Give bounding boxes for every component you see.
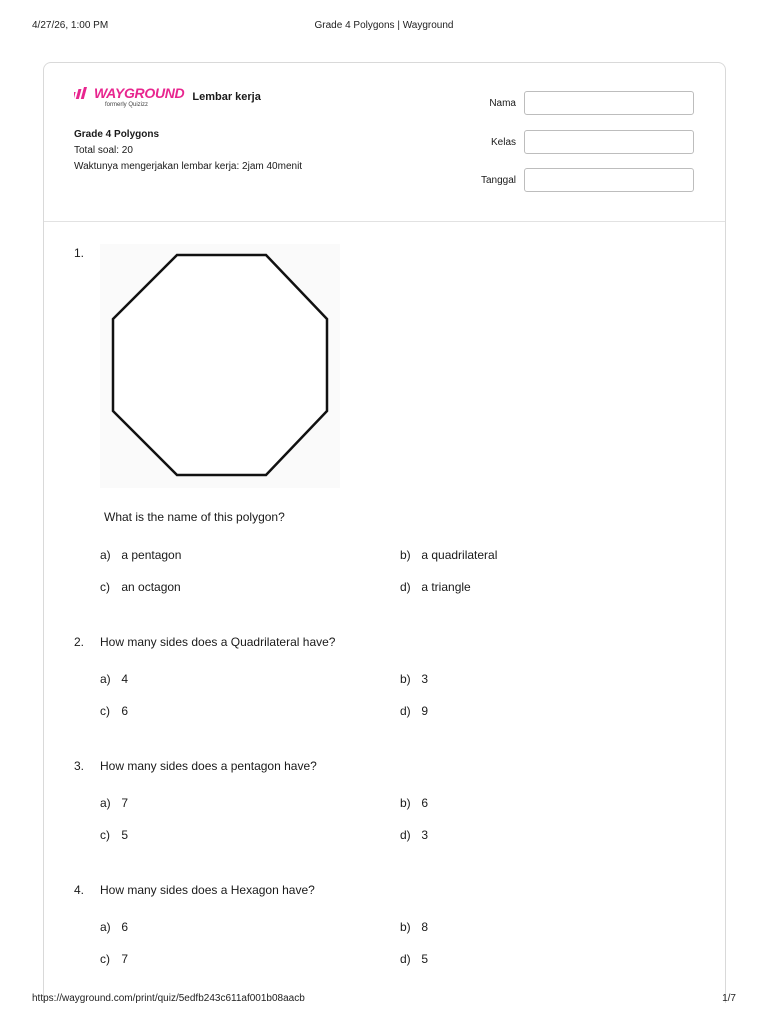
date-field-row: [474, 168, 694, 192]
logo-mark-icon: [74, 87, 92, 99]
option-a[interactable]: a) a pentagon: [100, 548, 182, 562]
octagon-shape: [100, 244, 340, 488]
option-d[interactable]: d) 9: [400, 704, 429, 718]
date-label: Tanggal: [480, 174, 516, 186]
print-footer: [32, 993, 736, 1004]
option-b[interactable]: b) 3: [400, 672, 429, 686]
date-field[interactable]: [524, 168, 694, 192]
name-field[interactable]: [524, 91, 694, 115]
sheet-type-label: Lembar kerja: [192, 91, 261, 103]
question-number: 4.: [74, 883, 85, 897]
print-page-title: Grade 4 Polygons | Wayground: [314, 20, 454, 31]
question-number: 2.: [74, 635, 85, 649]
quiz-total: Total soal: 20: [74, 145, 133, 156]
brand: [74, 85, 261, 108]
question-text: How many sides does a Hexagon have?: [100, 883, 315, 897]
option-d[interactable]: d) 5: [400, 952, 429, 966]
question-text: What is the name of this polygon?: [104, 510, 285, 524]
option-d[interactable]: d) 3: [400, 828, 429, 842]
class-field-row: [474, 130, 694, 154]
print-header: [32, 20, 736, 31]
option-a[interactable]: a) 7: [100, 796, 129, 810]
question-text: How many sides does a Quadrilateral have?: [100, 635, 336, 649]
quiz-time: Waktunya mengerjakan lembar kerja: 2jam 40menit: [74, 161, 303, 172]
logo-subtitle: formerly Quizizz: [105, 102, 149, 108]
option-b[interactable]: b) a quadrilateral: [400, 548, 498, 562]
octagon-image: [100, 244, 340, 488]
print-url: https://wayground.com/print/quiz/5edfb243c611af001b08aacb: [32, 993, 305, 1004]
question-text: How many sides does a pentagon have?: [100, 759, 317, 773]
quiz-title: Grade 4 Polygons: [74, 129, 160, 140]
option-b[interactable]: b) 6: [400, 796, 429, 810]
class-label: Kelas: [490, 136, 516, 148]
print-page-number: 1/7: [722, 993, 736, 1004]
option-c[interactable]: c) 6: [100, 704, 129, 718]
logo-text: WAYGROUND: [94, 85, 185, 101]
question-number: 1.: [74, 246, 85, 260]
worksheet-header: [44, 63, 725, 222]
class-field[interactable]: [524, 130, 694, 154]
quiz-info: [74, 127, 304, 175]
print-datetime: 4/27/26, 1:00 PM: [32, 20, 109, 31]
question-number: 3.: [74, 759, 85, 773]
option-c[interactable]: c) 5: [100, 828, 129, 842]
option-c[interactable]: c) an octagon: [100, 580, 181, 594]
worksheet: [43, 62, 726, 1003]
option-d[interactable]: d) a triangle: [400, 580, 471, 594]
name-field-row: [474, 91, 694, 115]
option-a[interactable]: a) 4: [100, 672, 129, 686]
option-a[interactable]: a) 6: [100, 920, 129, 934]
wayground-logo: [74, 85, 184, 108]
name-label: Nama: [489, 97, 516, 109]
option-c[interactable]: c) 7: [100, 952, 129, 966]
option-b[interactable]: b) 8: [400, 920, 429, 934]
